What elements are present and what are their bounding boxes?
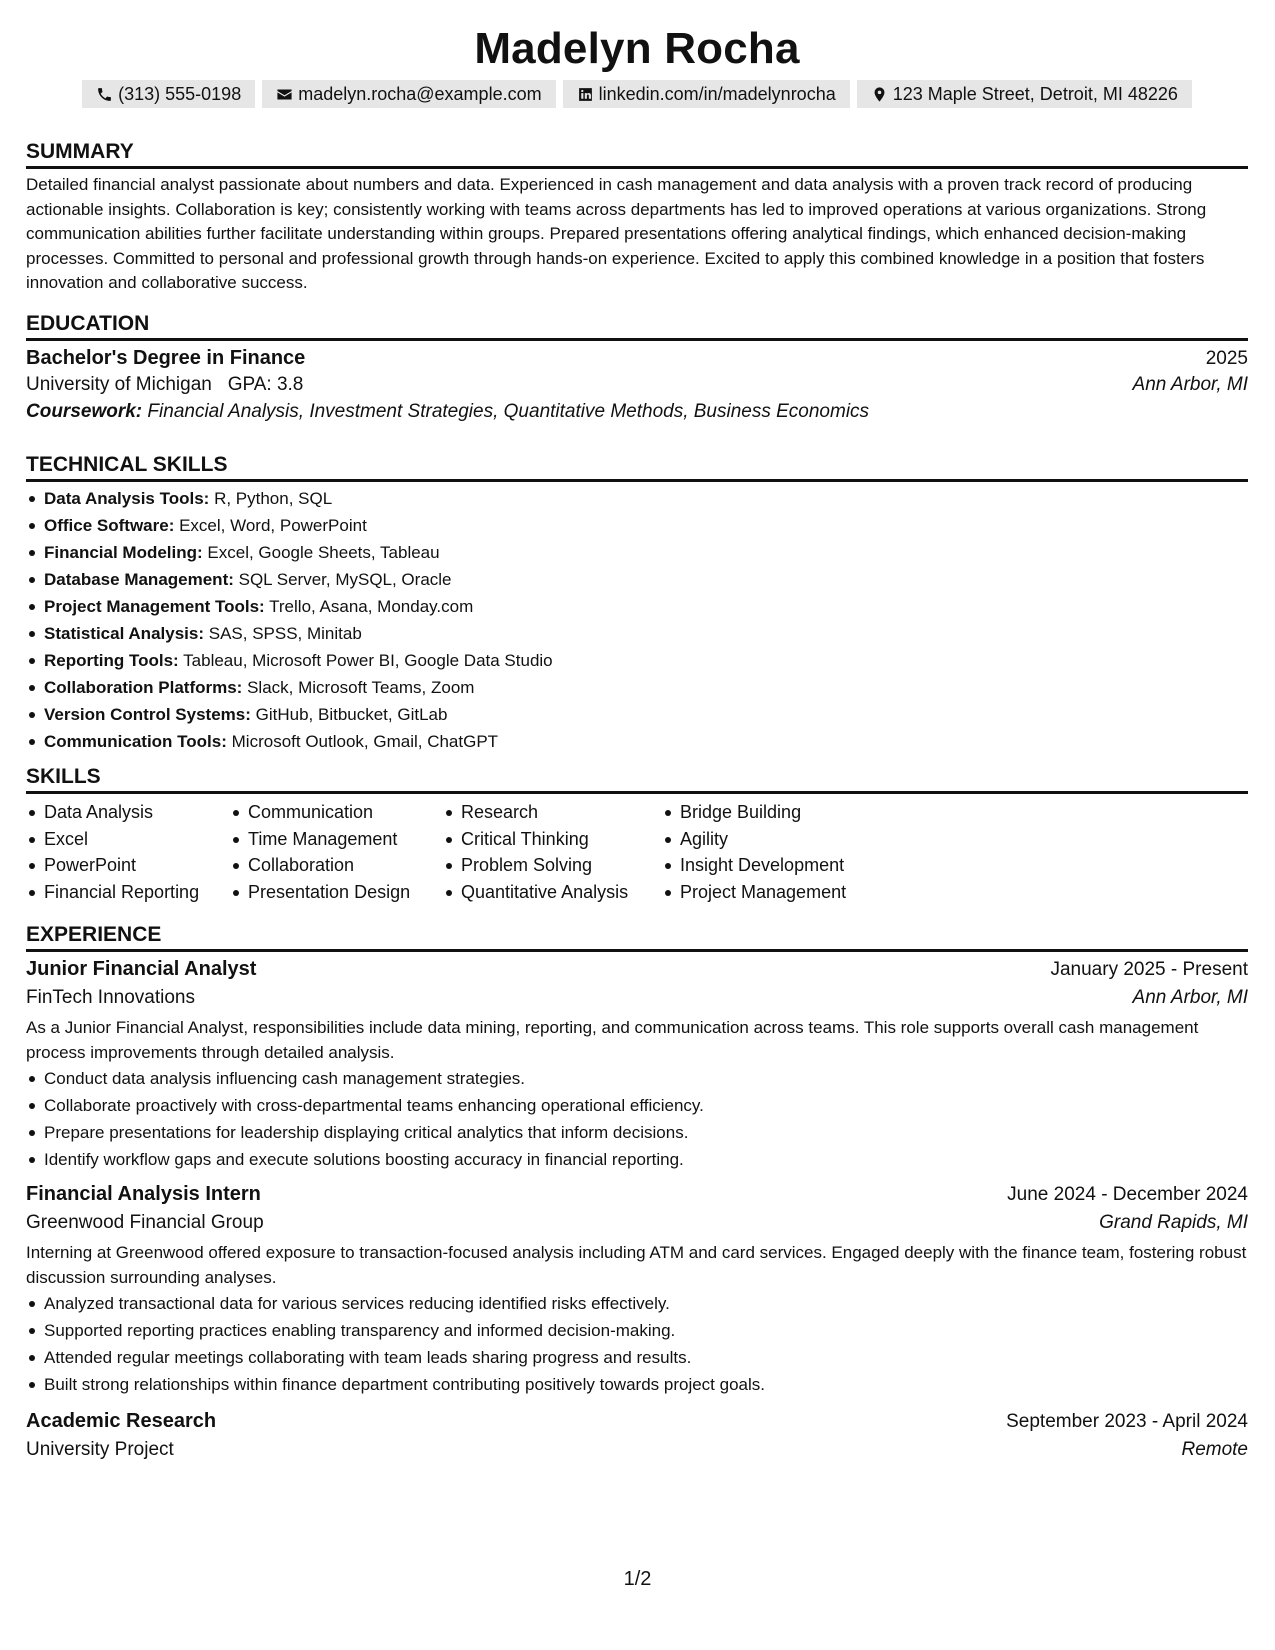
job-company-row [26,1212,1248,1234]
list-item: Conduct data analysis influencing cash management strategies. [44,1065,1248,1092]
skills-section [26,763,1248,905]
list-item [44,512,1248,539]
candidate-name: Madelyn Rocha [474,24,800,73]
job-location: Ann Arbor, MI [1132,987,1248,1008]
list-item [44,539,1248,566]
graduation-year: 2025 [1205,348,1248,369]
coursework-label: Coursework: [26,401,143,422]
list-item [44,701,1248,728]
job-company: FinTech Innovations [26,987,195,1008]
contact-address [857,80,1192,108]
envelope-icon [276,86,293,103]
job-dates: September 2023 - April 2024 [1006,1411,1248,1432]
education-degree-row [26,347,1248,370]
skill-values: Microsoft Outlook, Gmail, ChatGPT [231,732,499,751]
job-title-row [26,958,1248,981]
skill-values: GitHub, Bitbucket, GitLab [255,705,448,724]
contact-email[interactable] [262,80,555,108]
skill-category: Project Management Tools: [44,597,265,616]
list-item: Agility [680,826,900,853]
skill-category: Version Control Systems: [44,705,251,724]
skill-values: R, Python, SQL [214,489,333,508]
degree-name: Bachelor's Degree in Finance [26,347,306,369]
technical-skills-heading: TECHNICAL SKILLS [26,451,1248,482]
skill-values: SQL Server, MySQL, Oracle [238,570,452,589]
job-role: Academic Research [26,1410,217,1432]
map-pin-icon [871,86,888,103]
skill-values: Excel, Google Sheets, Tableau [207,543,440,562]
list-item: Data Analysis [44,799,230,826]
list-item: Project Management [680,879,900,906]
job-location: Remote [1181,1439,1248,1460]
linkedin-text: linkedin.com/in/madelynrocha [598,84,836,104]
list-item: PowerPoint [44,852,230,879]
list-item [44,620,1248,647]
job-company: Greenwood Financial Group [26,1212,264,1233]
skills-column-2 [230,799,443,905]
list-item: Identify workflow gaps and execute solutions boosting accuracy in financial reporting. [44,1146,1248,1173]
skill-category: Collaboration Platforms: [44,678,243,697]
list-item: Presentation Design [248,879,443,906]
phone-text: (313) 555-0198 [118,84,242,104]
education-school-row [26,374,1248,396]
skill-values: Trello, Asana, Monday.com [269,597,474,616]
list-item: Built strong relationships within finance department contributing positively towards project goals. [44,1371,1248,1398]
experience-entry [26,958,1248,1173]
skill-values: SAS, SPSS, Minitab [208,624,362,643]
skill-category: Statistical Analysis: [44,624,204,643]
list-item [44,728,1248,755]
school-name: University of Michigan [26,374,212,395]
list-item [44,647,1248,674]
skills-column-1 [26,799,230,905]
list-item: Analyzed transactional data for various services reducing identified risks effectively. [44,1290,1248,1317]
list-item: Supported reporting practices enabling transparency and informed decision-making. [44,1317,1248,1344]
contact-phone[interactable] [82,80,255,108]
list-item: Problem Solving [461,852,662,879]
job-company-row [26,1439,1248,1461]
list-item [44,593,1248,620]
technical-skills-list [26,485,1248,755]
list-item: Quantitative Analysis [461,879,662,906]
list-item: Attended regular meetings collaborating with team leads sharing progress and results. [44,1344,1248,1371]
experience-heading: EXPERIENCE [26,921,1248,952]
list-item: Collaboration [248,852,443,879]
skill-category: Communication Tools: [44,732,227,751]
job-company: University Project [26,1439,174,1460]
list-item: Time Management [248,826,443,853]
skills-column-3 [443,799,662,905]
experience-entry [26,1410,1248,1461]
list-item [44,485,1248,512]
contact-linkedin[interactable] [563,80,850,108]
skill-category: Reporting Tools: [44,651,179,670]
job-title-row [26,1410,1248,1433]
job-role: Financial Analysis Intern [26,1183,261,1205]
summary-section [26,138,1248,296]
job-location: Grand Rapids, MI [1099,1212,1248,1233]
page-number: 1/2 [623,1568,652,1590]
list-item [44,674,1248,701]
coursework-line [26,401,1248,423]
resume-page [26,0,1248,1460]
skills-column-4 [662,799,900,905]
technical-skills-section [26,451,1248,755]
email-text: madelyn.rocha@example.com [298,84,542,104]
experience-entry [26,1183,1248,1398]
job-bullets [26,1065,1248,1173]
list-item: Prepare presentations for leadership displaying critical analytics that inform decisions. [44,1119,1248,1146]
skills-heading: SKILLS [26,763,1248,794]
experience-section [26,921,1248,1461]
job-description: As a Junior Financial Analyst, responsibilities include data mining, reporting, and communication across teams. This role supports overall cash management process improvements through detailed analysis. [26,1018,1199,1062]
job-title-row [26,1183,1248,1206]
skill-values: Slack, Microsoft Teams, Zoom [247,678,475,697]
summary-heading: SUMMARY [26,138,1248,169]
skills-columns [26,799,1248,905]
list-item: Excel [44,826,230,853]
job-company-row [26,987,1248,1009]
skill-category: Office Software: [44,516,175,535]
education-heading: EDUCATION [26,310,1248,341]
list-item [44,566,1248,593]
school-info [26,374,303,396]
skill-values: Tableau, Microsoft Power BI, Google Data Studio [183,651,553,670]
list-item: Insight Development [680,852,900,879]
list-item: Financial Reporting [44,879,230,906]
school-location: Ann Arbor, MI [1132,374,1248,395]
skill-values: Excel, Word, PowerPoint [179,516,367,535]
contact-bar [26,80,1248,108]
coursework-list: Financial Analysis, Investment Strategies, Quantitative Methods, Business Economics [147,401,870,422]
address-text: 123 Maple Street, Detroit, MI 48226 [892,84,1178,104]
skill-category: Data Analysis Tools: [44,489,210,508]
linkedin-icon [577,86,594,103]
skill-category: Financial Modeling: [44,543,203,562]
job-dates: January 2025 - Present [1050,959,1248,980]
list-item: Research [461,799,662,826]
education-section [26,310,1248,423]
list-item: Communication [248,799,443,826]
list-item: Collaborate proactively with cross-departmental teams enhancing operational efficiency. [44,1092,1248,1119]
job-role: Junior Financial Analyst [26,958,257,980]
list-item: Bridge Building [680,799,900,826]
summary-text: Detailed financial analyst passionate about numbers and data. Experienced in cash management and data analysis with a proven track record of producing actionable insights. Collaboration is key; consistently working with teams across departments has led to improved operations at various organizations. Strong communication abilities further facilitate understanding within groups. Prepared presentations offering analytical findings, which enhanced decision-making processes. Committed to personal and professional growth through hands-on experience. Excited to apply this combined knowledge in a position that fosters innovation and collaborative success. [26,175,1207,292]
gpa: GPA: 3.8 [227,374,304,395]
job-bullets [26,1290,1248,1398]
job-dates: June 2024 - December 2024 [1007,1184,1248,1205]
phone-icon [96,86,113,103]
skill-category: Database Management: [44,570,234,589]
list-item: Critical Thinking [461,826,662,853]
job-description: Interning at Greenwood offered exposure to transaction-focused analysis including ATM and card services. Engaged deeply with the finance team, fostering robust discussion surrounding analyses. [26,1243,1247,1287]
